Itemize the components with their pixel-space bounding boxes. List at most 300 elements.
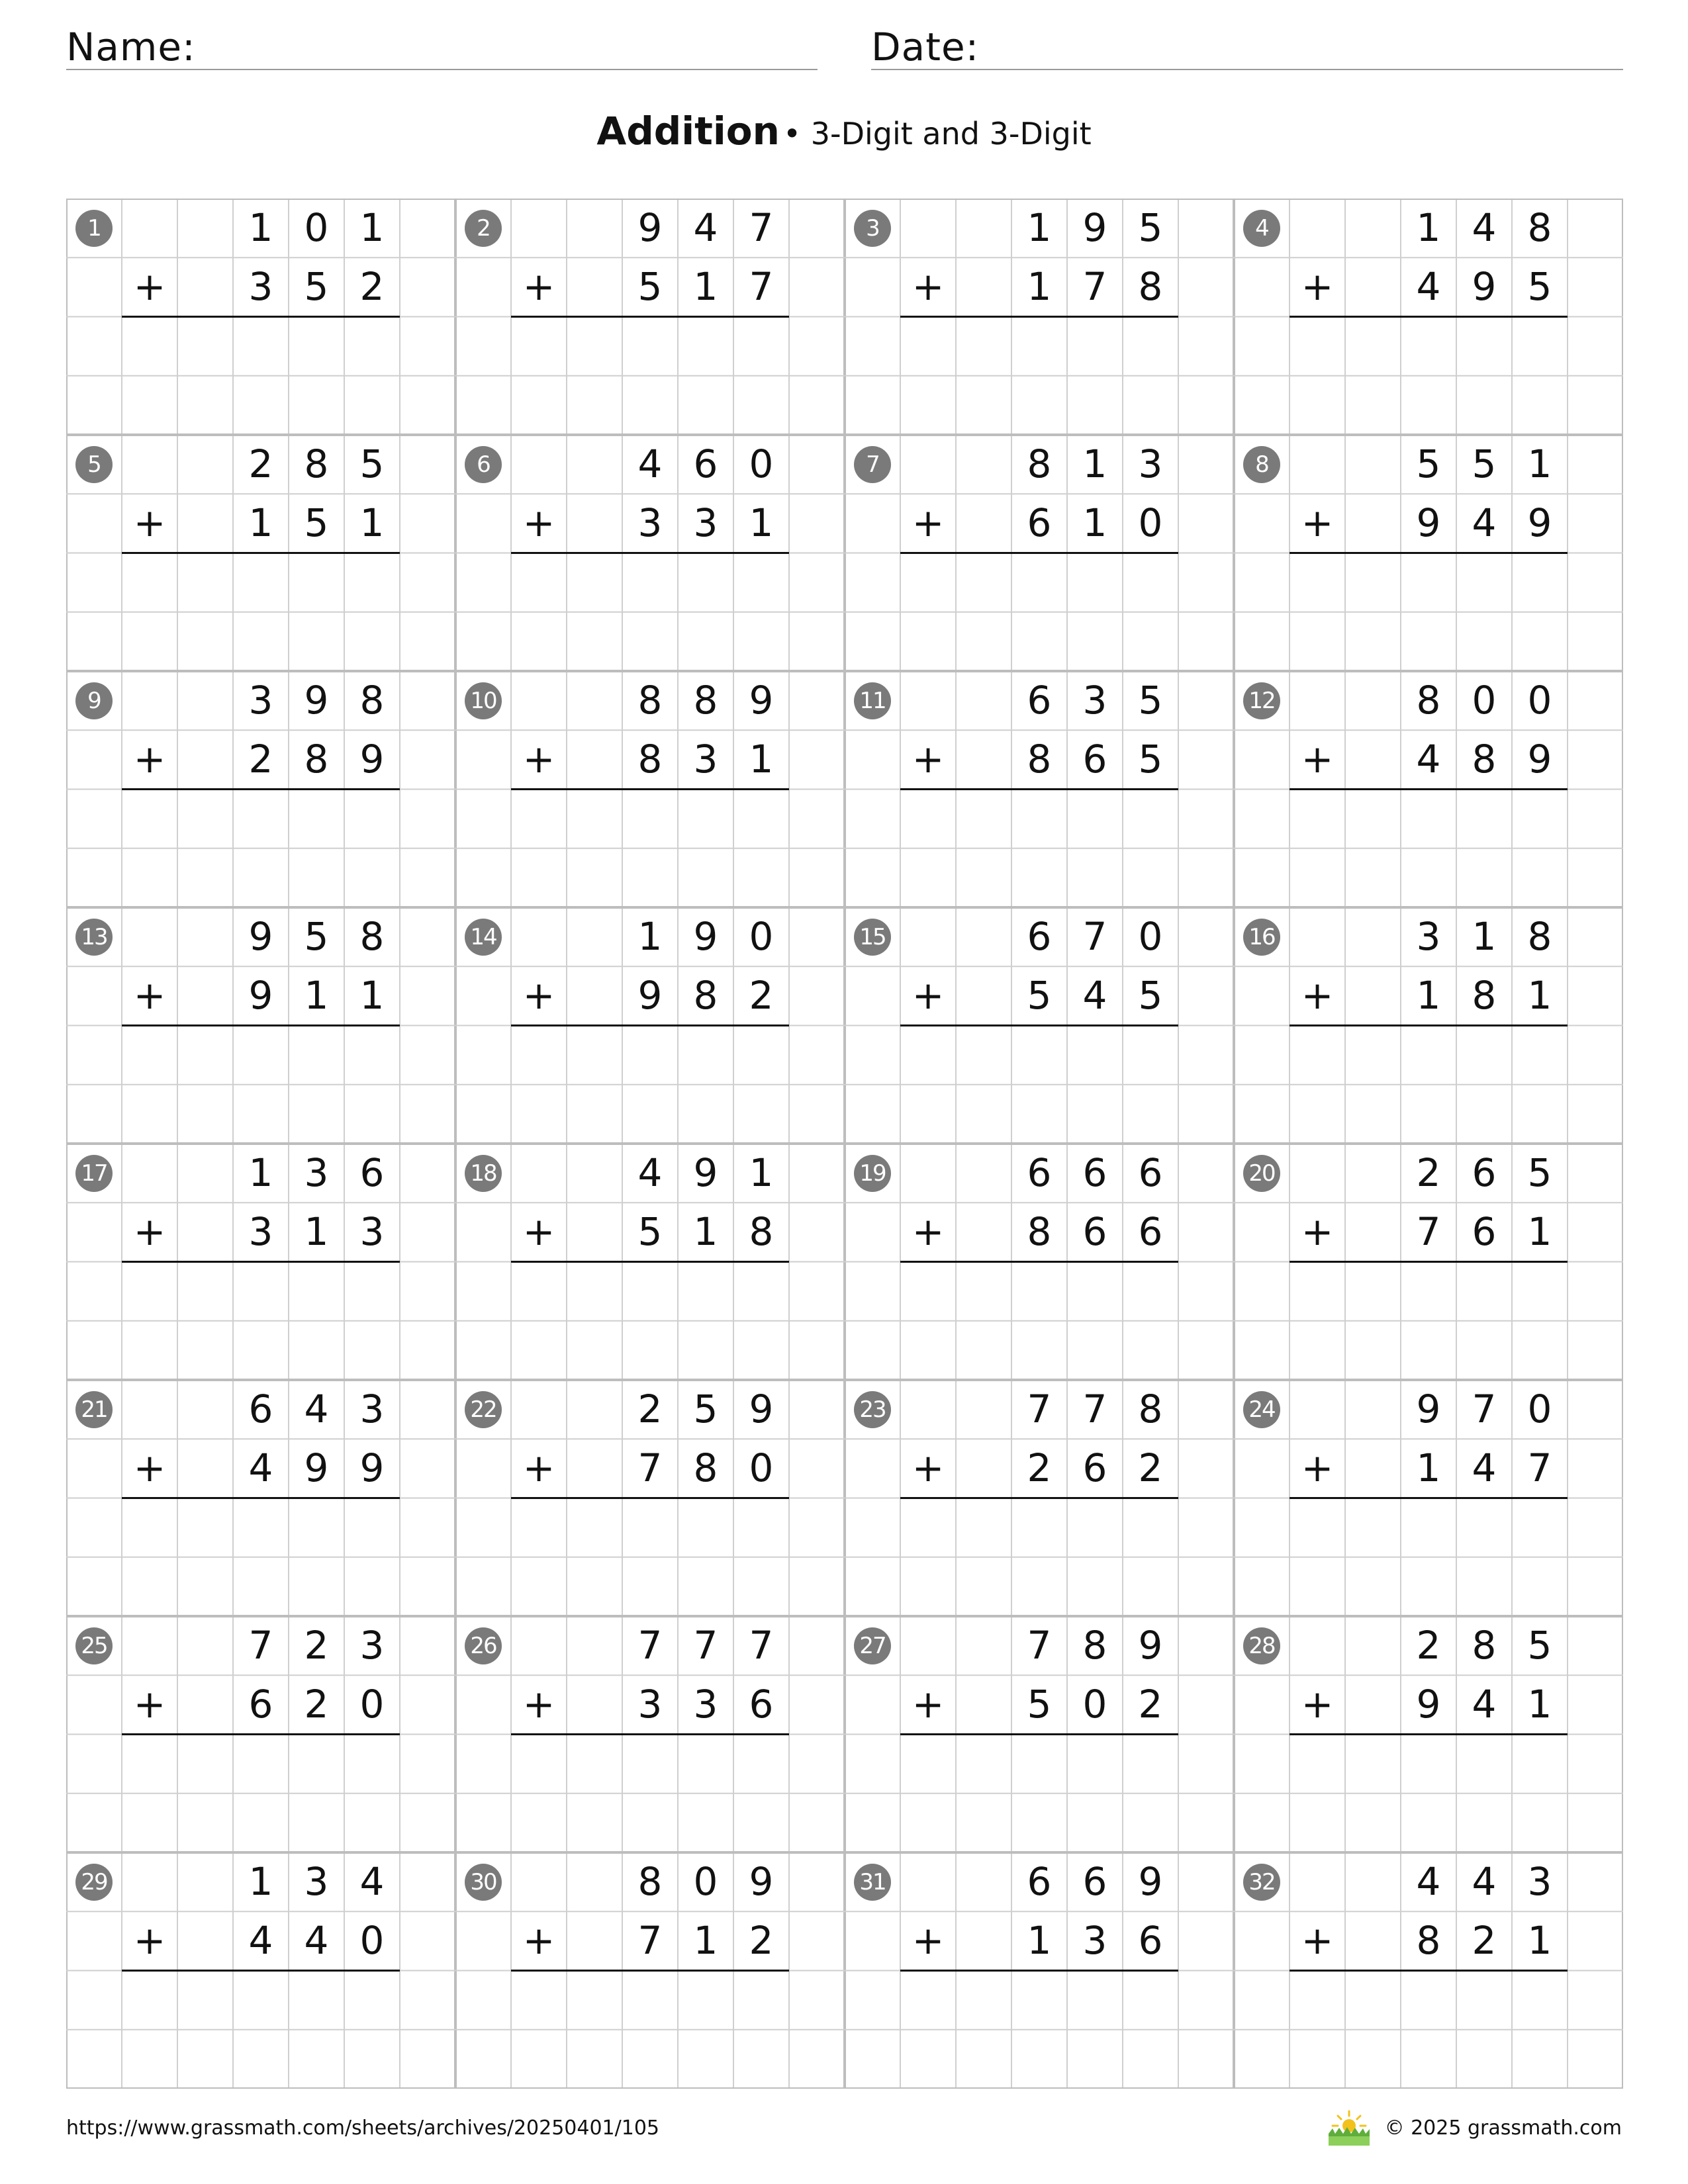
top-addend-digit: 0 bbox=[1527, 678, 1552, 723]
bottom-addend-digit: 6 bbox=[1082, 1209, 1107, 1255]
bottom-addend-digit: 6 bbox=[1138, 1209, 1163, 1255]
top-addend-digit: 0 bbox=[304, 205, 329, 250]
bottom-addend-digit: 1 bbox=[1416, 973, 1441, 1019]
plus-operator: + bbox=[912, 1682, 945, 1727]
addition-problem bbox=[1234, 199, 1623, 435]
answer-area[interactable] bbox=[511, 790, 789, 908]
bottom-addend-digit: 9 bbox=[359, 1445, 385, 1491]
top-addend-digit: 5 bbox=[1472, 441, 1497, 486]
answer-area[interactable] bbox=[900, 1262, 1178, 1381]
bottom-addend-digit: 9 bbox=[359, 737, 385, 782]
problem-number-badge: 23 bbox=[854, 1391, 891, 1428]
addition-problem bbox=[455, 1144, 845, 1380]
bottom-addend-digit: 3 bbox=[248, 1209, 273, 1255]
addition-problem bbox=[455, 435, 845, 671]
problem-number-badge: 13 bbox=[75, 919, 113, 956]
title-subtitle: • 3-Digit and 3-Digit bbox=[782, 116, 1092, 152]
top-addend-digit: 4 bbox=[637, 441, 663, 486]
top-addend-digit: 7 bbox=[248, 1623, 273, 1668]
top-addend-digit: 9 bbox=[1416, 1387, 1441, 1432]
addition-problem bbox=[66, 1144, 455, 1380]
top-addend-digit: 7 bbox=[749, 205, 774, 250]
top-addend-digit: 0 bbox=[749, 914, 774, 959]
bottom-addend-digit: 4 bbox=[248, 1918, 273, 1964]
problem-number-badge: 15 bbox=[854, 919, 891, 956]
top-addend-digit: 1 bbox=[359, 205, 385, 250]
bottom-addend-digit: 5 bbox=[304, 500, 329, 546]
top-addend-digit: 4 bbox=[1472, 205, 1497, 250]
plus-operator: + bbox=[522, 973, 555, 1019]
answer-area[interactable] bbox=[900, 1498, 1178, 1617]
top-addend-digit: 8 bbox=[1527, 205, 1552, 250]
bottom-addend-digit: 1 bbox=[359, 973, 385, 1019]
problem-number-badge: 22 bbox=[465, 1391, 502, 1428]
top-addend-digit: 1 bbox=[1027, 205, 1052, 250]
addition-problem bbox=[455, 671, 845, 907]
plus-operator: + bbox=[912, 737, 945, 782]
top-addend-digit: 8 bbox=[637, 1859, 663, 1904]
bottom-addend-digit: 3 bbox=[248, 264, 273, 310]
top-addend-digit: 4 bbox=[359, 1859, 385, 1904]
plus-operator: + bbox=[912, 264, 945, 310]
plus-operator: + bbox=[133, 500, 166, 546]
answer-area[interactable] bbox=[511, 1971, 789, 2089]
top-addend-digit: 2 bbox=[637, 1387, 663, 1432]
addition-problem bbox=[845, 1380, 1234, 1616]
bottom-addend-digit: 2 bbox=[304, 1682, 329, 1727]
bottom-addend-digit: 3 bbox=[693, 737, 718, 782]
problem-number-badge: 19 bbox=[854, 1155, 891, 1192]
top-addend-digit: 9 bbox=[248, 914, 273, 959]
top-addend-digit: 5 bbox=[304, 914, 329, 959]
answer-area[interactable] bbox=[900, 1026, 1178, 1144]
bottom-addend-digit: 5 bbox=[1138, 737, 1163, 782]
bottom-addend-digit: 0 bbox=[359, 1682, 385, 1727]
plus-operator: + bbox=[912, 1918, 945, 1964]
top-addend-digit: 0 bbox=[1527, 1387, 1552, 1432]
addition-problem bbox=[455, 1852, 845, 2089]
top-addend-digit: 8 bbox=[1416, 678, 1441, 723]
bottom-addend-digit: 3 bbox=[637, 1682, 663, 1727]
top-addend-digit: 1 bbox=[248, 205, 273, 250]
top-addend-digit: 6 bbox=[1027, 678, 1052, 723]
bottom-addend-digit: 1 bbox=[304, 1209, 329, 1255]
top-addend-digit: 3 bbox=[304, 1150, 329, 1195]
bottom-addend-digit: 3 bbox=[693, 1682, 718, 1727]
plus-operator: + bbox=[133, 1209, 166, 1255]
top-addend-digit: 7 bbox=[693, 1623, 718, 1668]
bottom-addend-digit: 5 bbox=[1027, 1682, 1052, 1727]
bottom-addend-digit: 1 bbox=[1027, 264, 1052, 310]
problem-number-badge: 11 bbox=[854, 682, 891, 719]
problem-number-badge: 8 bbox=[1243, 446, 1280, 483]
plus-operator: + bbox=[133, 737, 166, 782]
plus-operator: + bbox=[522, 264, 555, 310]
top-addend-digit: 5 bbox=[1138, 205, 1163, 250]
bottom-addend-digit: 0 bbox=[1138, 500, 1163, 546]
bottom-addend-digit: 1 bbox=[693, 1918, 718, 1964]
top-addend-digit: 7 bbox=[1082, 1387, 1107, 1432]
bottom-addend-digit: 9 bbox=[1527, 737, 1552, 782]
bottom-addend-digit: 6 bbox=[1138, 1918, 1163, 1964]
top-addend-digit: 5 bbox=[1416, 441, 1441, 486]
bottom-addend-digit: 5 bbox=[637, 1209, 663, 1255]
plus-operator: + bbox=[522, 1209, 555, 1255]
plus-operator: + bbox=[133, 1918, 166, 1964]
addition-problem bbox=[845, 435, 1234, 671]
top-addend-digit: 4 bbox=[304, 1387, 329, 1432]
answer-area[interactable] bbox=[511, 1498, 789, 1617]
problem-number-badge: 18 bbox=[465, 1155, 502, 1192]
plus-operator: + bbox=[912, 1445, 945, 1491]
answer-area[interactable] bbox=[1289, 790, 1568, 908]
bottom-addend-digit: 1 bbox=[248, 500, 273, 546]
top-addend-digit: 1 bbox=[1416, 205, 1441, 250]
problem-number-badge: 26 bbox=[465, 1627, 502, 1664]
top-addend-digit: 9 bbox=[693, 914, 718, 959]
top-addend-digit: 7 bbox=[1027, 1623, 1052, 1668]
answer-area[interactable] bbox=[122, 1262, 400, 1381]
top-addend-digit: 4 bbox=[693, 205, 718, 250]
name-label: Name: bbox=[66, 24, 196, 69]
bottom-addend-digit: 1 bbox=[693, 1209, 718, 1255]
bottom-addend-digit: 8 bbox=[749, 1209, 774, 1255]
bottom-addend-digit: 2 bbox=[359, 264, 385, 310]
top-addend-digit: 1 bbox=[1082, 441, 1107, 486]
problem-number-badge: 27 bbox=[854, 1627, 891, 1664]
problem-number-badge: 31 bbox=[854, 1864, 891, 1901]
top-addend-digit: 2 bbox=[248, 441, 273, 486]
bottom-addend-digit: 9 bbox=[248, 973, 273, 1019]
bottom-addend-digit: 0 bbox=[359, 1918, 385, 1964]
bottom-addend-digit: 8 bbox=[637, 737, 663, 782]
bottom-addend-digit: 1 bbox=[1527, 1209, 1552, 1255]
bottom-addend-digit: 6 bbox=[1472, 1209, 1497, 1255]
addition-problem bbox=[66, 671, 455, 907]
top-addend-digit: 3 bbox=[248, 678, 273, 723]
answer-area[interactable] bbox=[511, 1026, 789, 1144]
top-addend-digit: 9 bbox=[1082, 205, 1107, 250]
answer-area[interactable] bbox=[122, 1971, 400, 2089]
answer-area[interactable] bbox=[122, 317, 400, 435]
plus-operator: + bbox=[133, 1445, 166, 1491]
top-addend-digit: 6 bbox=[1082, 1150, 1107, 1195]
top-addend-digit: 8 bbox=[359, 678, 385, 723]
answer-area[interactable] bbox=[1289, 553, 1568, 672]
plus-operator: + bbox=[522, 737, 555, 782]
plus-operator: + bbox=[133, 1682, 166, 1727]
bottom-addend-digit: 5 bbox=[637, 264, 663, 310]
bottom-addend-digit: 8 bbox=[1027, 1209, 1052, 1255]
problem-number-badge: 14 bbox=[465, 919, 502, 956]
bottom-addend-digit: 9 bbox=[1472, 264, 1497, 310]
top-addend-digit: 6 bbox=[1082, 1859, 1107, 1904]
plus-operator: + bbox=[522, 1918, 555, 1964]
answer-area[interactable] bbox=[122, 1026, 400, 1144]
top-addend-digit: 5 bbox=[359, 441, 385, 486]
bottom-addend-digit: 2 bbox=[749, 973, 774, 1019]
answer-area[interactable] bbox=[511, 1735, 789, 1853]
top-addend-digit: 7 bbox=[1027, 1387, 1052, 1432]
problem-number-badge: 30 bbox=[465, 1864, 502, 1901]
bottom-addend-digit: 3 bbox=[1082, 1918, 1107, 1964]
bottom-addend-digit: 4 bbox=[304, 1918, 329, 1964]
bottom-addend-digit: 1 bbox=[1027, 1918, 1052, 1964]
top-addend-digit: 7 bbox=[749, 1623, 774, 1668]
answer-area[interactable] bbox=[511, 553, 789, 672]
bottom-addend-digit: 4 bbox=[1472, 1445, 1497, 1491]
plus-operator: + bbox=[1301, 1682, 1334, 1727]
addition-problem bbox=[455, 1380, 845, 1616]
problem-number-badge: 10 bbox=[465, 682, 502, 719]
top-addend-digit: 3 bbox=[1527, 1859, 1552, 1904]
top-addend-digit: 3 bbox=[359, 1387, 385, 1432]
bottom-addend-digit: 6 bbox=[1082, 1445, 1107, 1491]
top-addend-digit: 0 bbox=[693, 1859, 718, 1904]
addition-problem bbox=[66, 435, 455, 671]
top-addend-digit: 8 bbox=[1027, 441, 1052, 486]
addition-problem bbox=[66, 1852, 455, 2089]
problem-number-badge: 16 bbox=[1243, 919, 1280, 956]
problem-number-badge: 12 bbox=[1243, 682, 1280, 719]
addition-problem bbox=[1234, 1144, 1623, 1380]
top-addend-digit: 4 bbox=[1472, 1859, 1497, 1904]
top-addend-digit: 8 bbox=[637, 678, 663, 723]
addition-problem bbox=[845, 1616, 1234, 1852]
plus-operator: + bbox=[522, 1682, 555, 1727]
bottom-addend-digit: 2 bbox=[1138, 1682, 1163, 1727]
top-addend-digit: 6 bbox=[359, 1150, 385, 1195]
top-addend-digit: 6 bbox=[1472, 1150, 1497, 1195]
bottom-addend-digit: 8 bbox=[693, 973, 718, 1019]
problem-number-badge: 1 bbox=[75, 210, 113, 247]
problem-number-badge: 2 bbox=[465, 210, 502, 247]
bottom-addend-digit: 7 bbox=[1527, 1445, 1552, 1491]
bottom-addend-digit: 4 bbox=[1472, 1682, 1497, 1727]
problem-grid bbox=[66, 199, 1623, 2089]
plus-operator: + bbox=[1301, 737, 1334, 782]
addition-problem bbox=[66, 907, 455, 1144]
bottom-addend-digit: 1 bbox=[1527, 973, 1552, 1019]
top-addend-digit: 4 bbox=[1416, 1859, 1441, 1904]
top-addend-digit: 3 bbox=[1416, 914, 1441, 959]
bottom-addend-digit: 1 bbox=[749, 737, 774, 782]
top-addend-digit: 0 bbox=[1472, 678, 1497, 723]
problem-number-badge: 7 bbox=[854, 446, 891, 483]
bottom-addend-digit: 2 bbox=[749, 1918, 774, 1964]
top-addend-digit: 2 bbox=[1416, 1150, 1441, 1195]
bottom-addend-digit: 3 bbox=[359, 1209, 385, 1255]
plus-operator: + bbox=[522, 1445, 555, 1491]
plus-operator: + bbox=[133, 264, 166, 310]
addition-problem bbox=[845, 1144, 1234, 1380]
addition-problem bbox=[845, 199, 1234, 435]
answer-area[interactable] bbox=[1289, 1971, 1568, 2089]
answer-area[interactable] bbox=[1289, 1498, 1568, 1617]
answer-area[interactable] bbox=[900, 790, 1178, 908]
name-line[interactable] bbox=[66, 69, 818, 70]
top-addend-digit: 9 bbox=[749, 1387, 774, 1432]
top-addend-digit: 1 bbox=[248, 1150, 273, 1195]
answer-area[interactable] bbox=[1289, 317, 1568, 435]
plus-operator: + bbox=[1301, 1445, 1334, 1491]
bottom-addend-digit: 8 bbox=[304, 737, 329, 782]
answer-area[interactable] bbox=[122, 1735, 400, 1853]
top-addend-digit: 9 bbox=[1138, 1859, 1163, 1904]
bottom-addend-digit: 8 bbox=[1472, 973, 1497, 1019]
answer-area[interactable] bbox=[900, 553, 1178, 672]
addition-problem bbox=[1234, 435, 1623, 671]
problem-number-badge: 32 bbox=[1243, 1864, 1280, 1901]
bottom-addend-digit: 6 bbox=[1082, 737, 1107, 782]
bottom-addend-digit: 3 bbox=[637, 500, 663, 546]
bottom-addend-digit: 5 bbox=[1027, 973, 1052, 1019]
answer-area[interactable] bbox=[900, 1971, 1178, 2089]
bottom-addend-digit: 1 bbox=[1082, 500, 1107, 546]
bottom-addend-digit: 4 bbox=[1416, 737, 1441, 782]
top-addend-digit: 5 bbox=[1527, 1150, 1552, 1195]
bottom-addend-digit: 8 bbox=[1027, 737, 1052, 782]
plus-operator: + bbox=[133, 973, 166, 1019]
grass-sun-logo-icon bbox=[1326, 2107, 1372, 2147]
addition-problem bbox=[845, 671, 1234, 907]
problem-number-badge: 20 bbox=[1243, 1155, 1280, 1192]
top-addend-digit: 6 bbox=[248, 1387, 273, 1432]
bottom-addend-digit: 4 bbox=[1082, 973, 1107, 1019]
bottom-addend-digit: 7 bbox=[637, 1918, 663, 1964]
top-addend-digit: 3 bbox=[304, 1859, 329, 1904]
addition-problem bbox=[845, 1852, 1234, 2089]
date-line[interactable] bbox=[871, 69, 1623, 70]
bottom-addend-digit: 7 bbox=[637, 1445, 663, 1491]
answer-area[interactable] bbox=[122, 790, 400, 908]
problem-number-badge: 28 bbox=[1243, 1627, 1280, 1664]
problem-number-badge: 24 bbox=[1243, 1391, 1280, 1428]
bottom-addend-digit: 9 bbox=[1416, 1682, 1441, 1727]
problem-number-badge: 9 bbox=[75, 682, 113, 719]
bottom-addend-digit: 8 bbox=[1472, 737, 1497, 782]
top-addend-digit: 8 bbox=[1082, 1623, 1107, 1668]
bottom-addend-digit: 1 bbox=[1527, 1918, 1552, 1964]
addition-problem bbox=[1234, 1380, 1623, 1616]
addition-problem bbox=[1234, 907, 1623, 1144]
top-addend-digit: 8 bbox=[304, 441, 329, 486]
top-addend-digit: 3 bbox=[1138, 441, 1163, 486]
bottom-addend-digit: 7 bbox=[1416, 1209, 1441, 1255]
top-addend-digit: 7 bbox=[1472, 1387, 1497, 1432]
addition-problem bbox=[1234, 671, 1623, 907]
top-addend-digit: 1 bbox=[1527, 441, 1552, 486]
bottom-addend-digit: 2 bbox=[248, 737, 273, 782]
bottom-addend-digit: 9 bbox=[1527, 500, 1552, 546]
top-addend-digit: 0 bbox=[749, 441, 774, 486]
bottom-addend-digit: 1 bbox=[304, 973, 329, 1019]
bottom-addend-digit: 2 bbox=[1027, 1445, 1052, 1491]
top-addend-digit: 5 bbox=[1527, 1623, 1552, 1668]
addition-problem bbox=[66, 1616, 455, 1852]
problem-number-badge: 29 bbox=[75, 1864, 113, 1901]
plus-operator: + bbox=[522, 500, 555, 546]
addition-problem bbox=[1234, 1616, 1623, 1852]
top-addend-digit: 6 bbox=[1027, 1859, 1052, 1904]
bottom-addend-digit: 5 bbox=[304, 264, 329, 310]
bottom-addend-digit: 8 bbox=[1138, 264, 1163, 310]
top-addend-digit: 1 bbox=[749, 1150, 774, 1195]
problem-number-badge: 25 bbox=[75, 1627, 113, 1664]
bottom-addend-digit: 0 bbox=[1082, 1682, 1107, 1727]
top-addend-digit: 5 bbox=[693, 1387, 718, 1432]
answer-area[interactable] bbox=[122, 553, 400, 672]
answer-area[interactable] bbox=[511, 1262, 789, 1381]
answer-area[interactable] bbox=[900, 317, 1178, 435]
answer-area[interactable] bbox=[1289, 1735, 1568, 1853]
top-addend-digit: 3 bbox=[359, 1623, 385, 1668]
bottom-addend-digit: 4 bbox=[248, 1445, 273, 1491]
bottom-addend-digit: 0 bbox=[749, 1445, 774, 1491]
answer-area[interactable] bbox=[122, 1498, 400, 1617]
footer-copyright: © 2025 grassmath.com bbox=[1384, 2116, 1622, 2140]
bottom-addend-digit: 6 bbox=[749, 1682, 774, 1727]
plus-operator: + bbox=[912, 500, 945, 546]
addition-problem bbox=[455, 907, 845, 1144]
top-addend-digit: 9 bbox=[1138, 1623, 1163, 1668]
answer-area[interactable] bbox=[511, 317, 789, 435]
bottom-addend-digit: 6 bbox=[248, 1682, 273, 1727]
top-addend-digit: 7 bbox=[1082, 914, 1107, 959]
date-label: Date: bbox=[871, 24, 980, 69]
problem-number-badge: 3 bbox=[854, 210, 891, 247]
top-addend-digit: 8 bbox=[1472, 1623, 1497, 1668]
bottom-addend-digit: 1 bbox=[1527, 1682, 1552, 1727]
top-addend-digit: 9 bbox=[749, 1859, 774, 1904]
answer-area[interactable] bbox=[1289, 1026, 1568, 1144]
problem-number-badge: 6 bbox=[465, 446, 502, 483]
bottom-addend-digit: 1 bbox=[1416, 1445, 1441, 1491]
answer-area[interactable] bbox=[1289, 1262, 1568, 1381]
top-addend-digit: 9 bbox=[637, 205, 663, 250]
top-addend-digit: 4 bbox=[637, 1150, 663, 1195]
addition-problem bbox=[455, 199, 845, 435]
problem-number-badge: 4 bbox=[1243, 210, 1280, 247]
top-addend-digit: 6 bbox=[1027, 1150, 1052, 1195]
bottom-addend-digit: 7 bbox=[1082, 264, 1107, 310]
bottom-addend-digit: 4 bbox=[1472, 500, 1497, 546]
answer-area[interactable] bbox=[900, 1735, 1178, 1853]
top-addend-digit: 8 bbox=[1138, 1387, 1163, 1432]
plus-operator: + bbox=[1301, 264, 1334, 310]
top-addend-digit: 1 bbox=[637, 914, 663, 959]
top-addend-digit: 6 bbox=[693, 441, 718, 486]
addition-problem bbox=[1234, 1852, 1623, 2089]
bottom-addend-digit: 9 bbox=[1416, 500, 1441, 546]
bottom-addend-digit: 6 bbox=[1027, 500, 1052, 546]
footer-url: https://www.grassmath.com/sheets/archives/20250401/105 bbox=[66, 2116, 660, 2140]
top-addend-digit: 5 bbox=[1138, 678, 1163, 723]
bottom-addend-digit: 8 bbox=[1416, 1918, 1441, 1964]
worksheet-title bbox=[0, 105, 1688, 167]
top-addend-digit: 7 bbox=[637, 1623, 663, 1668]
top-addend-digit: 1 bbox=[1472, 914, 1497, 959]
top-addend-digit: 9 bbox=[304, 678, 329, 723]
bottom-addend-digit: 1 bbox=[749, 500, 774, 546]
bottom-addend-digit: 2 bbox=[1138, 1445, 1163, 1491]
bottom-addend-digit: 9 bbox=[304, 1445, 329, 1491]
bottom-addend-digit: 4 bbox=[1416, 264, 1441, 310]
addition-problem bbox=[845, 907, 1234, 1144]
problem-number-badge: 5 bbox=[75, 446, 113, 483]
bottom-addend-digit: 5 bbox=[1527, 264, 1552, 310]
plus-operator: + bbox=[1301, 973, 1334, 1019]
